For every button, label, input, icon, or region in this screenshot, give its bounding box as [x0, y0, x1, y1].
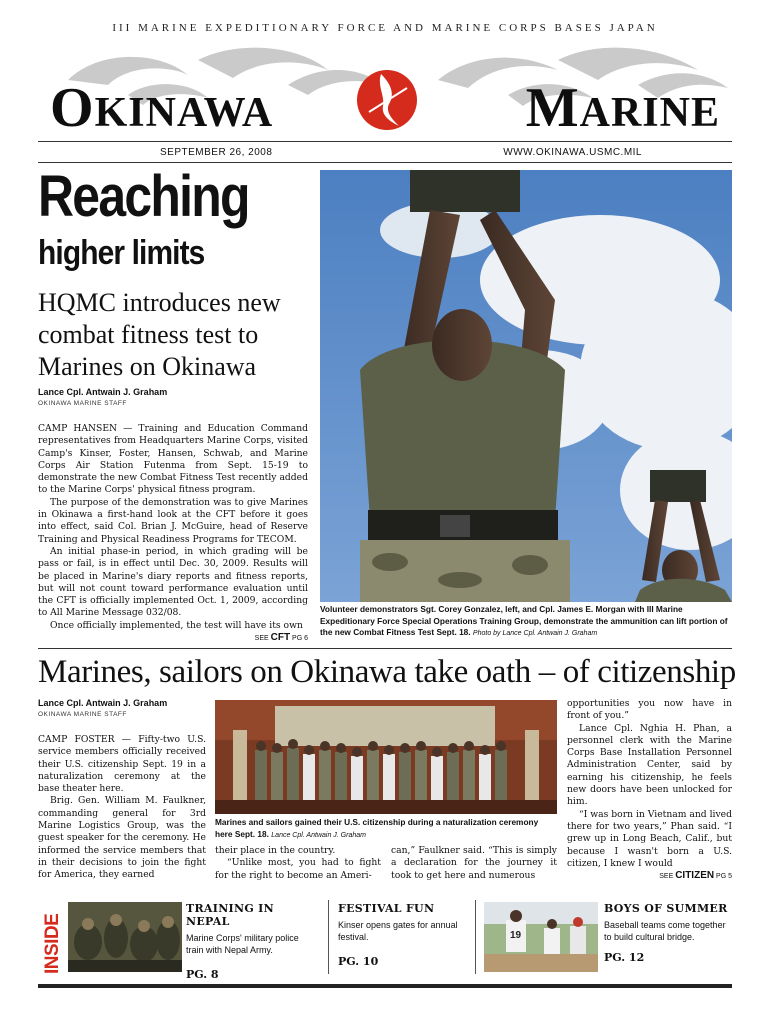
- teaser-photo-baseball[interactable]: [484, 902, 598, 972]
- lead-deck: HQMC introduces new combat fitness test to Marines on Okinawa: [38, 288, 281, 381]
- teaser-title: FESTIVAL FUN: [338, 902, 435, 915]
- masthead-rule: [38, 141, 732, 142]
- second-staff: OKINAWA MARINE STAFF: [38, 711, 127, 718]
- teaser-festival[interactable]: [338, 902, 468, 968]
- jump-see: SEE: [254, 635, 269, 643]
- teaser-baseball[interactable]: [604, 902, 732, 964]
- baseball-photo-illustration: [484, 902, 598, 972]
- teaser-photo-nepal[interactable]: [68, 902, 182, 972]
- second-paragraph: their place in the country.: [215, 845, 336, 856]
- lead-jump[interactable]: [38, 632, 308, 645]
- website-link[interactable]: WWW.OKINAWA.USMC.MIL: [503, 147, 642, 158]
- nepal-photo-illustration: [68, 902, 182, 972]
- lead-photo-caption: [320, 604, 732, 640]
- lead-photo-illustration: [320, 170, 732, 602]
- lead-caption-text: Volunteer demonstrators Sgt. Corey Gonzalez, left, and Cpl. James E. Morgan with III Marine Expeditionary Force Special Operations Training Group, demonstrate the ammunition can lift portion of the new Combat Fitness Test Sept. 18.: [320, 604, 728, 637]
- masthead-logo: [38, 40, 732, 140]
- second-paragraph: “Unlike most, you had to fight for the right to become an Ameri-: [215, 857, 381, 881]
- inside-label: [38, 904, 64, 976]
- second-paragraph: opportunities you now have in front of you.”: [567, 698, 732, 722]
- second-paragraph: CAMP FOSTER — Fifty-two U.S. service members officially received their U.S. citizenship Sept. 19 in a naturalization ceremony at the base theater here.: [38, 734, 206, 795]
- jump-word: CITIZEN: [675, 870, 715, 882]
- masthead-title-left-text: OKINAWA: [50, 77, 274, 139]
- lead-staff: OKINAWA MARINE STAFF: [38, 400, 127, 407]
- lead-byline: Lance Cpl. Antwain J. Graham: [38, 387, 168, 397]
- lead-headline-primary: Reaching: [38, 164, 249, 229]
- lead-paragraph: CAMP HANSEN — Training and Education Command representatives from Headquarters Marine Corps, visited Camp's Kinser, Foster, Hansen, Schwab, and Marine Corps Air Station Futenma from Sept. 15-19 to demonstrate the new Combat Fitness Test recently added to the Marine Corps' physical fitness program.: [38, 423, 308, 496]
- lead-caption-credit: Photo by Lance Cpl. Antwain J. Graham: [472, 630, 598, 637]
- teaser-title: TRAINING IN NEPAL: [186, 902, 274, 928]
- lead-headline-secondary: higher limits: [38, 234, 205, 272]
- ceremony-caption-text: Marines and sailors gained their U.S. citizenship during a naturalization ceremony here Sept. 18.: [215, 817, 539, 839]
- second-paragraph: Brig. Gen. William M. Faulkner, commanding general for 3rd Marine Logistics Group, was the guest speaker for the ceremony. He informed the service members that in their decisions to join the fight for America, they earned: [38, 795, 206, 881]
- lead-paragraph: Once officially implemented, the test will have its own: [50, 619, 303, 631]
- lead-paragraph: An initial phase-in period, in which grading will be pass or fail, is in effect until Dec. 30, 2009. Results will be placed in Marine's diary reports and fitness reports, but will not count toward performance evaluation until the CFT is officially implemented Oct. 1, 2009, according to All Marine Message 032/08.: [38, 545, 308, 619]
- second-paragraph: can,” Faulkner said. “This is simply a declaration for the journey it took to get here and numerous: [391, 845, 557, 881]
- lead-body: [38, 423, 308, 645]
- teaser-text: Baseball teams come together to build cultural bridge.: [604, 920, 726, 942]
- baseball-jersey-number: 19: [510, 930, 522, 941]
- ceremony-photo-caption: [215, 817, 557, 841]
- inside-label-text: INSIDE: [42, 913, 63, 974]
- teaser-divider: [328, 900, 329, 974]
- issue-date: SEPTEMBER 26, 2008: [160, 147, 273, 158]
- second-jump[interactable]: [567, 870, 732, 883]
- masthead-title-right: [525, 77, 720, 139]
- teaser-page: PG. 10: [338, 955, 379, 968]
- teaser-title: BOYS OF SUMMER: [604, 902, 728, 915]
- second-headline: Marines, sailors on Okinawa take oath – of citizenship: [38, 654, 736, 690]
- footer-bar: [38, 984, 732, 988]
- masthead-title-left: [50, 77, 274, 139]
- lead-byline-block: [38, 387, 316, 407]
- ceremony-photo: [215, 700, 557, 814]
- teaser-divider: [475, 900, 476, 974]
- lead-photo: [320, 170, 732, 602]
- jump-see: SEE: [659, 873, 674, 881]
- second-byline: Lance Cpl. Antwain J. Graham: [38, 698, 168, 708]
- second-col4: [567, 698, 732, 883]
- teaser-page: PG. 8: [186, 968, 219, 981]
- masthead-kicker: III MARINE EXPEDITIONARY FORCE AND MARINE CORPS BASES JAPAN: [112, 22, 658, 34]
- teaser-page: PG. 12: [604, 951, 645, 964]
- okinawa-seal-icon: [351, 64, 423, 136]
- second-col2: [215, 845, 381, 882]
- lead-paragraph: The purpose of the demonstration was to give Marines in Okinawa a first-hand look at the CFT before it goes into effect, said Col. Brian J. McGuire, head of Reserve Training and Physical Readiness Programs for TECOM.: [38, 496, 308, 545]
- ceremony-caption-credit: Lance Cpl. Antwain J. Graham: [271, 831, 366, 839]
- dateline-rule: [38, 162, 732, 163]
- teaser-text: Kinser opens gates for annual festival.: [338, 920, 458, 942]
- masthead-title-right-text: MARINE: [525, 77, 720, 139]
- second-paragraph: Lance Cpl. Nghia H. Phan, a personnel clerk with the Marine Corps Base Installation Personnel Administration Center, said by earning his citizenship, he feels new doors have been unlocked for him.: [567, 722, 732, 808]
- section-rule: [38, 648, 732, 649]
- ceremony-photo-illustration: [215, 700, 557, 814]
- second-col1: [38, 734, 206, 882]
- jump-word: CFT: [270, 632, 291, 644]
- second-paragraph: “I was born in Vietnam and lived there for two years,” Phan said. “I grew up in Long Beach, Calif., but because I wasn't born a U.S. citizen, I knew I would: [567, 808, 732, 869]
- teaser-text: Marine Corps' military police train with Nepal Army.: [186, 933, 299, 955]
- second-col3: [391, 845, 557, 882]
- second-byline-block: [38, 698, 206, 718]
- jump-page: PG 6: [292, 635, 308, 643]
- inside-teaser-bar: [38, 900, 732, 980]
- teaser-nepal[interactable]: [186, 902, 316, 981]
- jump-page: PG 5: [716, 873, 732, 881]
